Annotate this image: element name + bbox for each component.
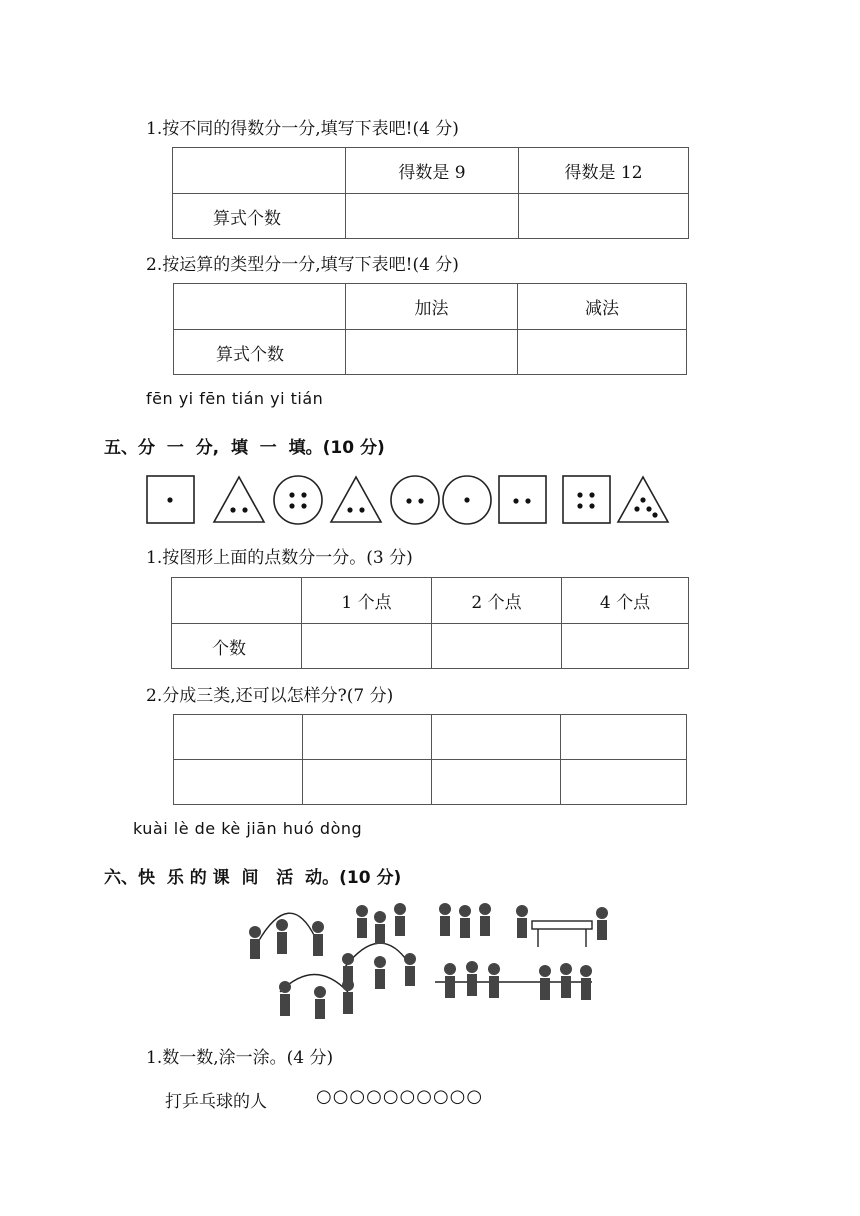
coloring-circles[interactable]: ○○○○○○○○○○ — [316, 1086, 484, 1107]
section5-q2-title: 2.分成三类,还可以怎样分?(7 分) — [146, 686, 394, 706]
q1-header-9: 得数是 9 — [346, 148, 519, 194]
square-shape — [563, 476, 610, 523]
children-playing-illustration — [240, 897, 618, 1027]
dots-row-label: 个数 — [172, 624, 302, 669]
q2-row-label: 算式个数 — [174, 330, 346, 375]
dots-header-2: 2 个点 — [432, 578, 562, 624]
dots-header-blank — [172, 578, 302, 624]
dots-answer-cell[interactable] — [432, 624, 562, 669]
q1-answer-cell[interactable] — [519, 194, 689, 239]
shapes-row — [140, 470, 680, 530]
q2-header-add: 加法 — [346, 284, 518, 330]
triangle-shape — [214, 477, 264, 522]
square-shape — [147, 476, 194, 523]
dots-header-4: 4 个点 — [562, 578, 689, 624]
q1-title: 1.按不同的得数分一分,填写下表吧!(4 分) — [146, 119, 459, 139]
classify-answer-cell[interactable] — [174, 760, 303, 805]
q1-table — [172, 147, 689, 239]
section6-title: 六、快 乐 的 课 间 活 动。(10 分) — [104, 868, 402, 888]
section6-q1-title: 1.数一数,涂一涂。(4 分) — [146, 1048, 334, 1068]
classify-answer-cell[interactable] — [561, 760, 687, 805]
dots-answer-cell[interactable] — [562, 624, 689, 669]
circle-shape — [443, 476, 491, 524]
circle-shape — [391, 476, 439, 524]
classify-answer-cell[interactable] — [432, 715, 561, 760]
dots-answer-cell[interactable] — [302, 624, 432, 669]
section5-pinyin: fēn yi fēn tián yi tián — [146, 389, 324, 408]
classify-answer-cell[interactable] — [303, 715, 432, 760]
classify-answer-cell[interactable] — [561, 715, 687, 760]
section5-q2-table — [173, 714, 687, 805]
q2-answer-cell[interactable] — [346, 330, 518, 375]
q1-header-blank — [173, 148, 346, 194]
classify-answer-cell[interactable] — [174, 715, 303, 760]
q2-header-blank — [174, 284, 346, 330]
triangle-shape — [618, 477, 668, 522]
q2-header-sub: 减法 — [518, 284, 687, 330]
q2-answer-cell[interactable] — [518, 330, 687, 375]
triangle-shape — [331, 477, 381, 522]
square-shape — [499, 476, 546, 523]
dots-header-1: 1 个点 — [302, 578, 432, 624]
q1-header-12: 得数是 12 — [519, 148, 689, 194]
q2-title: 2.按运算的类型分一分,填写下表吧!(4 分) — [146, 255, 459, 275]
q1-row-label: 算式个数 — [173, 194, 346, 239]
section5-q1-title: 1.按图形上面的点数分一分。(3 分) — [146, 548, 413, 568]
section5-q1-table — [171, 577, 689, 669]
classify-answer-cell[interactable] — [432, 760, 561, 805]
section5-title: 五、分 一 分, 填 一 填。(10 分) — [104, 438, 385, 458]
section6-pinyin: kuài lè de kè jiān huó dòng — [133, 819, 363, 838]
circle-shape — [274, 476, 322, 524]
ping-pong-row-label: 打乒乓球的人 — [165, 1092, 267, 1112]
q2-table — [173, 283, 687, 375]
q1-answer-cell[interactable] — [346, 194, 519, 239]
classify-answer-cell[interactable] — [303, 760, 432, 805]
